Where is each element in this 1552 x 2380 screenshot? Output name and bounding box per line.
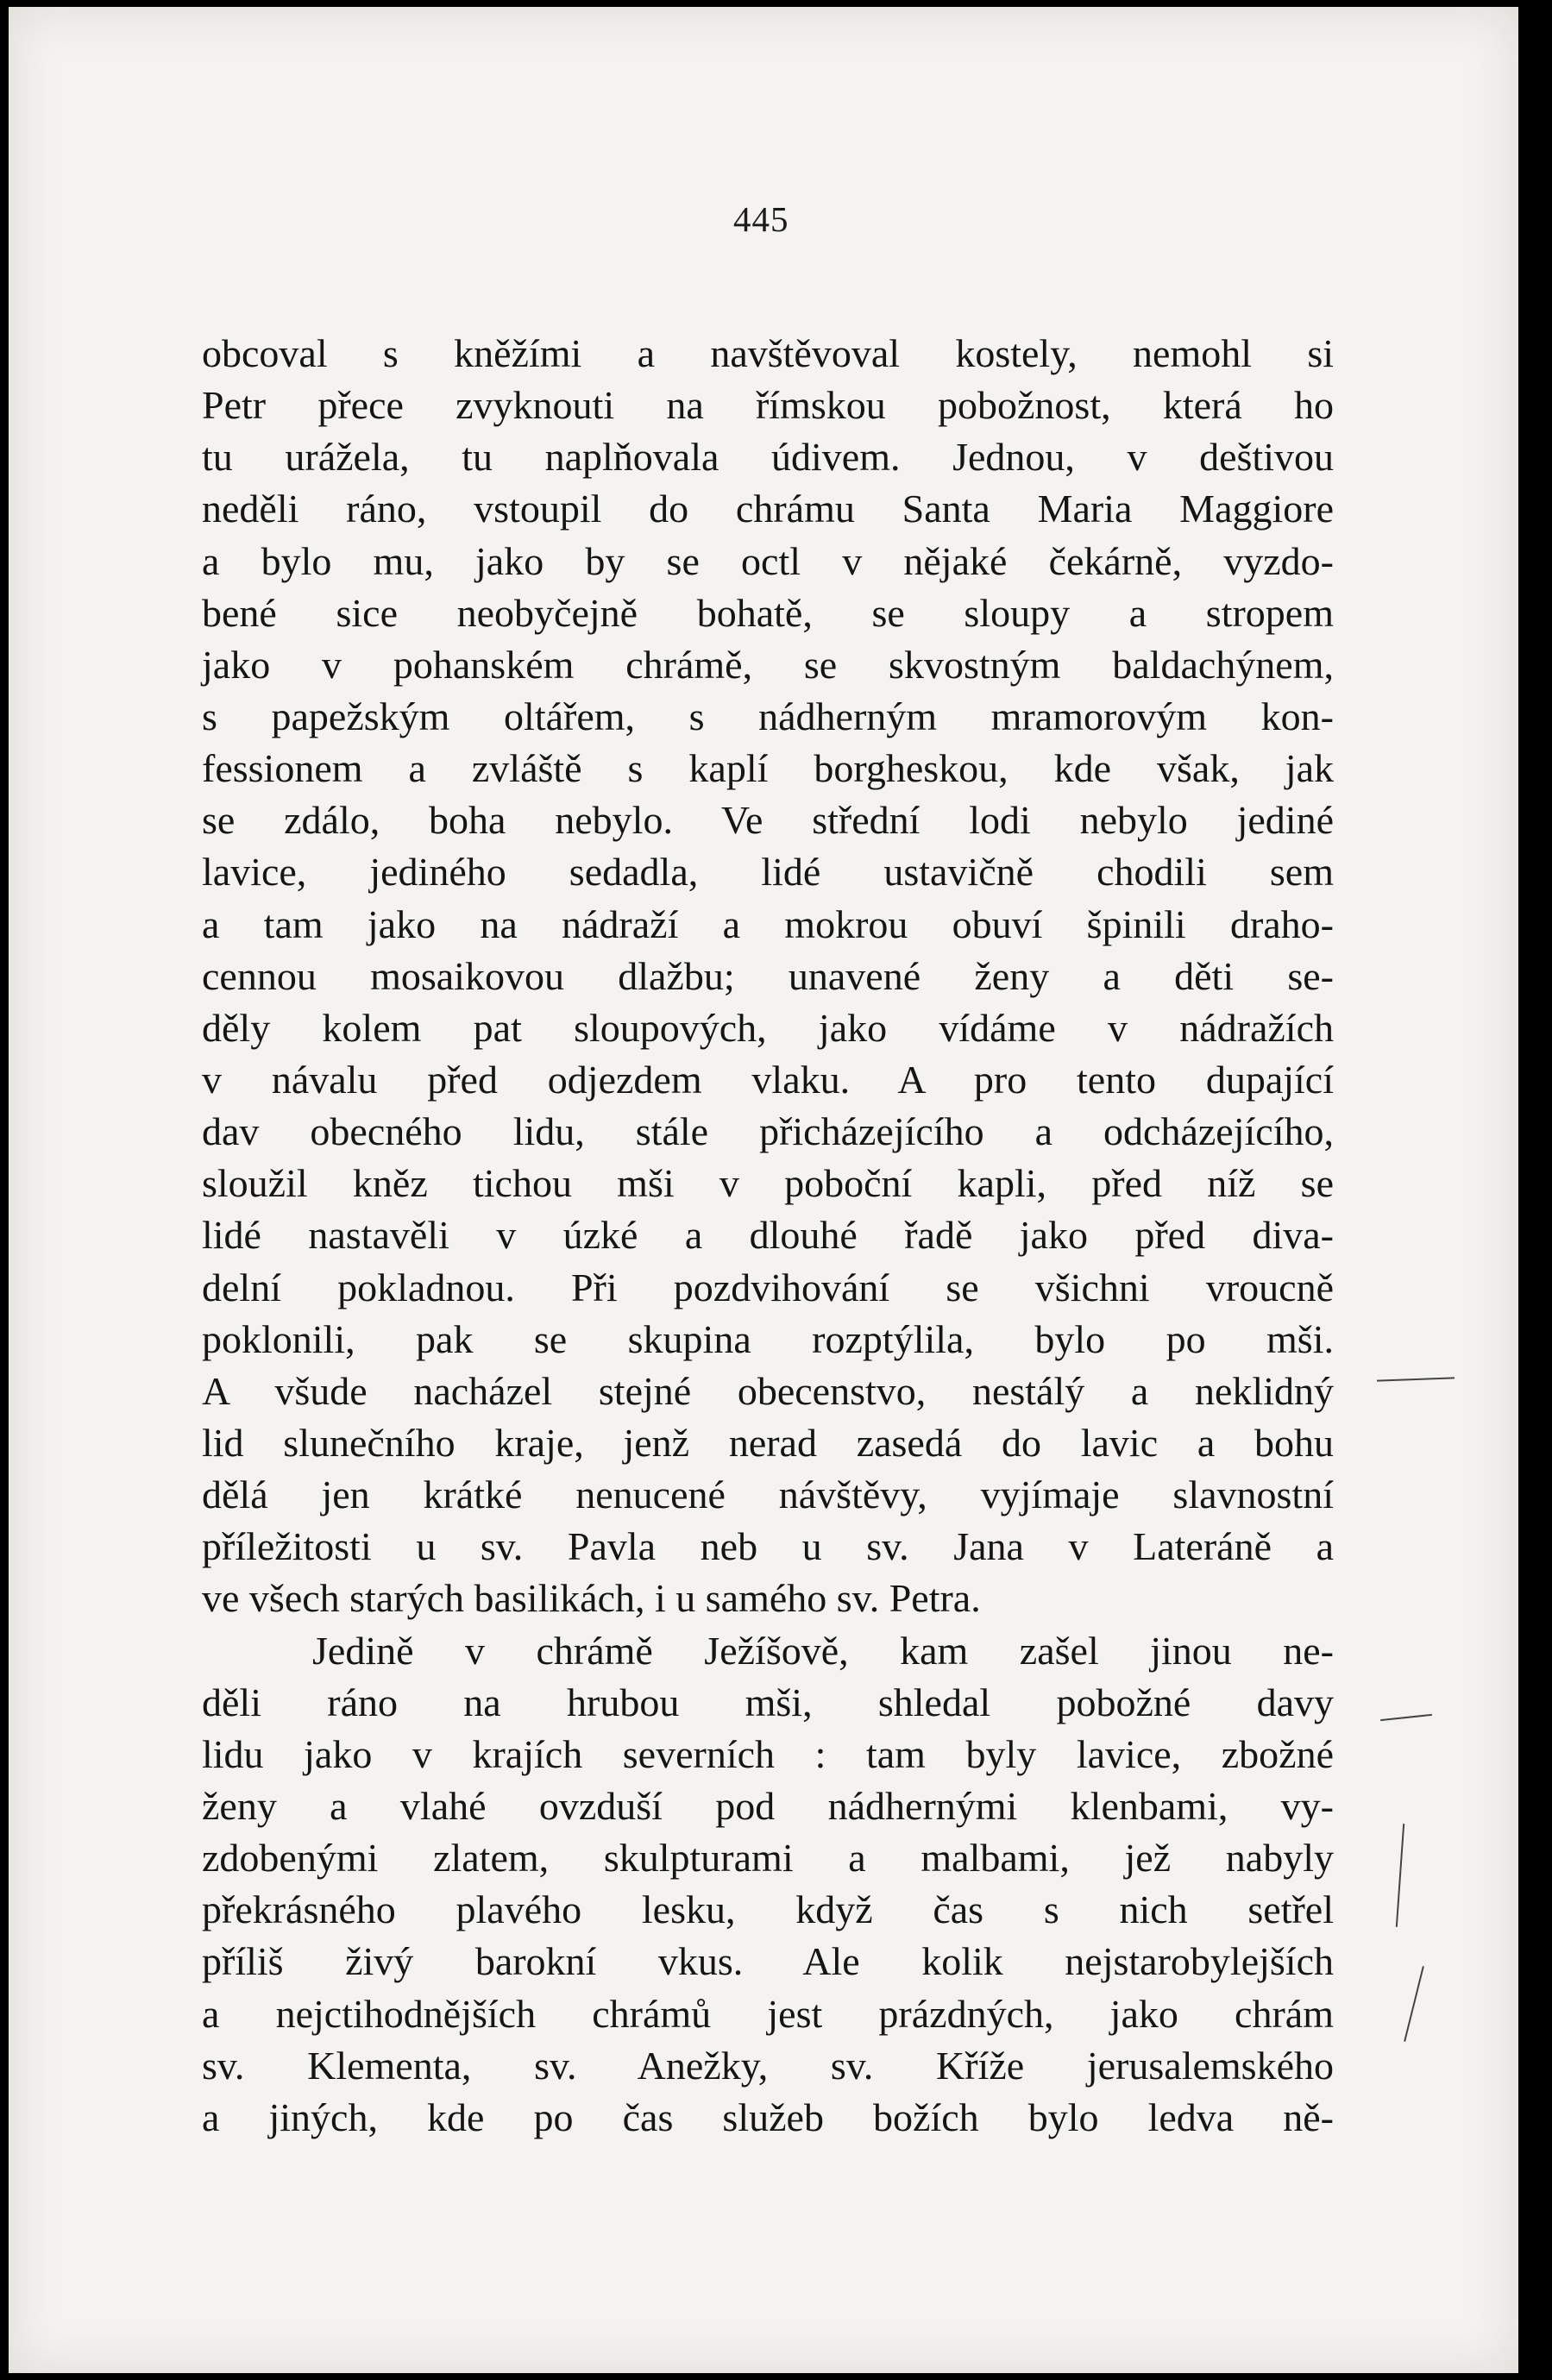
page-number: 445 [733,199,789,239]
text-line: s papežským oltářem, s nádherným mramorovým kon- [202,694,1334,738]
text-line: Petr přece zvyknouti na římskou pobožnost, která ho [202,383,1334,428]
text-line: sloužil kněz tichou mši v poboční kapli, před níž se [202,1161,1334,1206]
text-line: dělá jen krátké nenucené návštěvy, vyjímaje slavnostní [202,1473,1334,1517]
text-line: neděli ráno, vstoupil do chrámu Santa Maria Maggiore [202,487,1334,531]
text-line: příležitosti u sv. Pavla neb u sv. Jana v Lateráně a [202,1524,1334,1569]
text-line: delní pokladnou. Při pozdvihování se všichni vroucně [202,1265,1334,1309]
text-line: obcoval s kněžími a navštěvoval kostely, nemohl si [202,331,1334,375]
text-line: a nejctihodnějších chrámů jest prázdných, jako chrám [202,1991,1334,2036]
text-line: děli ráno na hrubou mši, shledal pobožné davy [202,1680,1334,1724]
text-line: dav obecného lidu, stále přicházejícího a odcházejícího, [202,1109,1334,1154]
text-line: a tam jako na nádraží a mokrou obuví špinili draho- [202,901,1334,946]
text-line: jako v pohanském chrámě, se skvostným baldachýnem, [202,642,1334,687]
pencil-margin-mark [1404,1966,1424,2042]
text-line: v návalu před odjezdem vlaku. A pro tento dupající [202,1057,1334,1102]
text-line-paragraph-start: Jedině v chrámě Ježíšově, kam zašel jinou ne- [312,1628,1334,1673]
text-line: tu urážela, tu naplňovala údivem. Jednou, v deštivou [202,435,1334,480]
text-line: A všude nacházel stejné obecenstvo, nestálý a neklidný [202,1368,1334,1413]
text-line: děly kolem pat sloupových, jako vídáme v nádražích [202,1005,1334,1050]
text-line: a jiných, kde po čas služeb božích bylo ledva ně- [202,2094,1334,2139]
text-line: a bylo mu, jako by se octl v nějaké čekárně, vyzdo- [202,538,1334,583]
text-line: lidé nastavěli v úzké a dlouhé řadě jako před diva- [202,1213,1334,1258]
text-line: lidu jako v krajích severních : tam byly lavice, zbožné [202,1731,1334,1776]
text-line-paragraph-end: ve všech starých basilikách, i u samého sv. Petra. [202,1576,981,1621]
pencil-margin-mark [1396,1824,1404,1927]
body-text [202,328,1334,2144]
text-line: lavice, jediného sedadla, lidé ustavičně chodili sem [202,850,1334,895]
book-page [9,7,1518,2373]
text-line: bené sice neobyčejně bohatě, se sloupy a stropem [202,590,1334,635]
text-line: lid slunečního kraje, jenž nerad zasedá do lavic a bohu [202,1420,1334,1465]
text-line: zdobenými zlatem, skulpturami a malbami, jež nabyly [202,1836,1334,1881]
text-line: fessionem a zvláště s kaplí borgheskou, kde však, jak [202,746,1334,791]
text-line: sv. Klementa, sv. Anežky, sv. Kříže jerusalemského [202,2043,1334,2088]
text-line: cennou mosaikovou dlažbu; unavené ženy a děti se- [202,953,1334,998]
text-line: příliš živý barokní vkus. Ale kolik nejstarobylejších [202,1939,1334,1984]
text-line: poklonili, pak se skupina rozptýlila, bylo po mši. [202,1316,1334,1361]
text-line: překrásného plavého lesku, když čas s nich setřel [202,1887,1334,1932]
text-line: ženy a vlahé ovzduší pod nádhernými klenbami, vy- [202,1783,1334,1828]
text-line: se zdálo, boha nebylo. Ve střední lodi nebylo jediné [202,798,1334,843]
pencil-margin-mark [1380,1714,1432,1721]
pencil-margin-mark [1377,1377,1455,1381]
